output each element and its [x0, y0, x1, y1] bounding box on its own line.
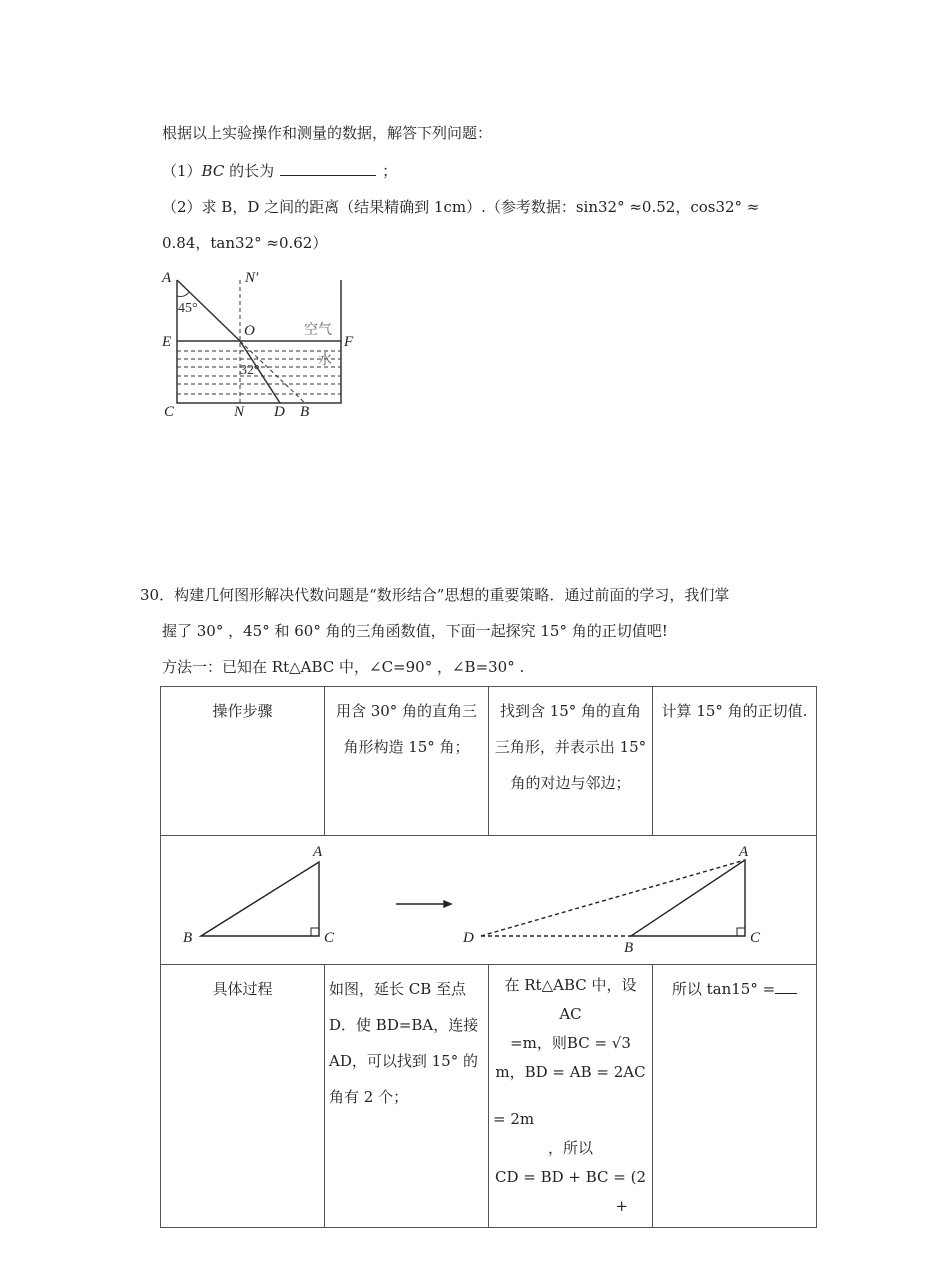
- label-C: C: [164, 404, 175, 420]
- answer-blank[interactable]: [280, 161, 376, 176]
- table-row: [161, 965, 817, 1228]
- table-cell: 如图，延长 CB 至点 D．使 BD=BA，连接 AD，可以找到 15° 的角有 2 个；: [325, 965, 489, 1228]
- label-C: C: [324, 930, 335, 946]
- label-B: B: [624, 940, 634, 956]
- derivation-line: =m，则BC = √3: [510, 1034, 631, 1052]
- label-angle-45: 45°: [178, 301, 198, 316]
- label-A: A: [739, 844, 749, 860]
- label-B: B: [183, 930, 193, 946]
- derivation-line: CD = BD + BC = (2: [494, 1168, 647, 1186]
- derivation-line: m，BD = AB = 2AC: [495, 1063, 646, 1081]
- label-F: F: [344, 334, 354, 350]
- refraction-figure: [150, 260, 370, 430]
- label-D: D: [463, 930, 474, 946]
- dashed-DA: [481, 860, 745, 936]
- table-cell: 用含 30° 角的直角三角形构造 15° 角；: [325, 687, 489, 836]
- table-cell: 操作步骤: [161, 687, 325, 836]
- label-D: D: [274, 404, 285, 420]
- label-C: C: [750, 930, 761, 946]
- derivation-line: = 2m: [493, 1110, 535, 1128]
- punct: ；: [382, 162, 398, 180]
- label-N-prime: N′: [245, 270, 259, 286]
- label-A: A: [162, 270, 172, 286]
- label-angle-32: 32°: [240, 363, 260, 378]
- label-water: 水: [318, 353, 332, 368]
- part-number: （1）: [162, 162, 202, 180]
- derivation-line: 在 Rt△ABC 中，设 AC: [504, 976, 637, 1023]
- figure-cell: [161, 836, 817, 965]
- derivation-line: +: [615, 1197, 628, 1215]
- question-part-2-cont: 0.84，tan32° ≈0.62）: [162, 234, 328, 252]
- tan15-text: 所以 tan15° =: [671, 980, 776, 998]
- derivation-line: ，所以: [547, 1139, 593, 1157]
- q30-line-2: 握了 30° ，45° 和 60° 角的三角函数值，下面一起探究 15° 角的正切值吧!: [162, 622, 668, 640]
- table-cell-derivation: [489, 965, 653, 1228]
- arrow-head-icon: [444, 901, 451, 907]
- label-O: O: [244, 323, 255, 339]
- variable: BC: [201, 162, 225, 180]
- table-cell: 具体过程: [161, 965, 325, 1228]
- label-N: N: [234, 404, 245, 420]
- triangle-ABC-right: [631, 860, 745, 936]
- label-air: 空气: [304, 323, 332, 338]
- table-row-figures: [161, 836, 817, 965]
- label-E: E: [162, 334, 172, 350]
- intro-text: 根据以上实验操作和测量的数据，解答下列问题：: [162, 124, 493, 142]
- label-A: A: [313, 844, 323, 860]
- table-cell: 找到含 15° 角的直角三角形，并表示出 15° 角的对边与邻边；: [489, 687, 653, 836]
- answer-blank[interactable]: [775, 979, 797, 994]
- triangle-figures: [161, 836, 785, 964]
- table-row: [161, 687, 817, 836]
- method-table: [160, 686, 817, 1228]
- table-cell: 计算 15° 角的正切值.: [653, 687, 817, 836]
- table-cell: [653, 965, 817, 1228]
- q30-line-1: 30．构建几何图形解决代数问题是“数形结合”思想的重要策略．通过前面的学习，我们掌: [140, 586, 730, 604]
- question-part-2: （2）求 B，D 之间的距离（结果精确到 1cm）.（参考数据：sin32° ≈0.52，cos32° ≈: [162, 198, 760, 216]
- triangle-ABC-left: [201, 862, 319, 936]
- q30-line-3: 方法一：已知在 Rt△ABC 中，∠C=90° ，∠B=30° .: [162, 658, 525, 676]
- part-text: 的长为: [224, 162, 275, 180]
- question-part-1: [162, 160, 397, 181]
- label-B: B: [300, 404, 310, 420]
